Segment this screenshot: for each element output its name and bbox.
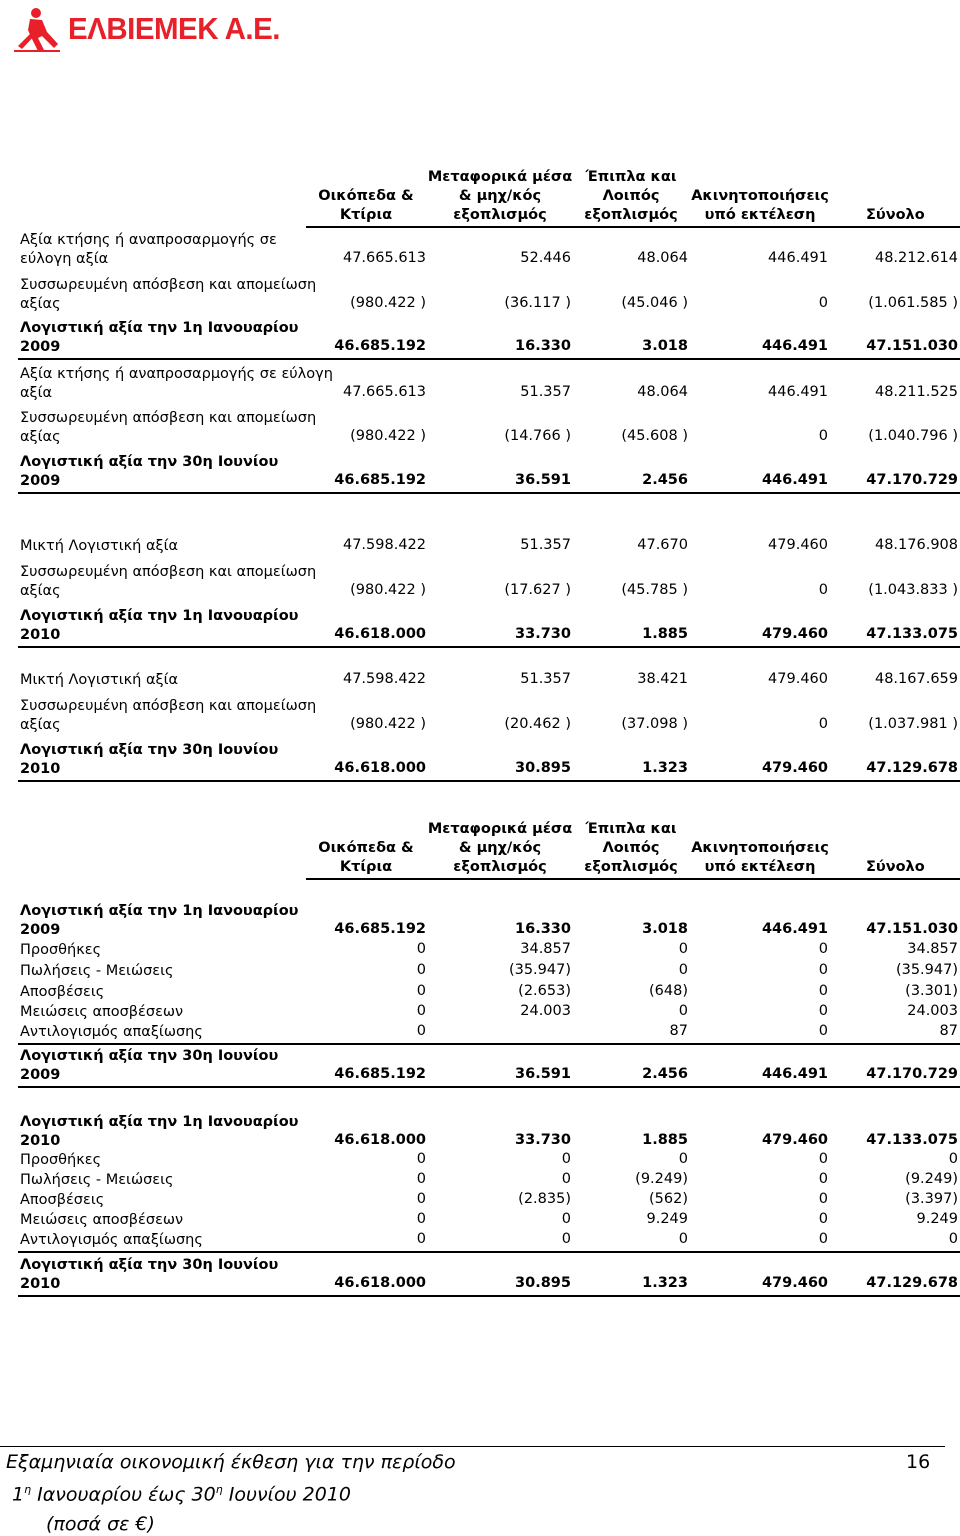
table2-cell-col-1: 0 xyxy=(561,1231,571,1247)
table1-total-underline xyxy=(18,646,960,648)
table1-cell-col-0: 46.685.192 xyxy=(334,338,426,354)
table1-cell-col-2: 38.421 xyxy=(637,671,688,687)
table2-cell-col-2: 0 xyxy=(678,1151,688,1167)
table1-cell-col-3: 479.460 xyxy=(761,760,828,776)
table1-cell-col-4: 48.211.525 xyxy=(874,384,958,400)
table2-cell-col-3: 0 xyxy=(818,941,828,957)
table2-cell-col-2: 9.249 xyxy=(646,1211,688,1227)
table2-cell-col-3: 446.491 xyxy=(761,1066,828,1082)
header1-col-2: Έπιπλα και Λοιπός εξοπλισμός xyxy=(584,169,678,223)
table2-cell-col-0: 46.618.000 xyxy=(334,1275,426,1291)
table1-cell-col-0: 47.665.613 xyxy=(342,250,426,266)
table2-cell-col-1: (35.947) xyxy=(508,962,571,978)
table2-cell-col-1: 0 xyxy=(561,1171,571,1187)
table2-cell-col-0: 46.685.192 xyxy=(334,921,426,937)
table1-cell-col-2: 1.885 xyxy=(642,626,688,642)
header1-col-3: Ακινητοποιήσεις υπό εκτέλεση xyxy=(691,188,829,223)
table2-cell-col-0: 0 xyxy=(416,941,426,957)
table1-cell-col-0: 46.685.192 xyxy=(334,472,426,488)
table1-cell-col-2: (45.608 ) xyxy=(621,428,688,444)
table2-cell-col-1: 36.591 xyxy=(515,1066,571,1082)
table2-cell-col-4: 47.133.075 xyxy=(866,1132,958,1148)
table2-row-label: Πωλήσεις - Μειώσεις xyxy=(20,1172,174,1188)
footer-currency: (ποσά σε €) xyxy=(46,1513,155,1535)
table2-row-label: Μειώσεις αποσβέσεων xyxy=(20,1004,184,1020)
table1-cell-col-0: 46.618.000 xyxy=(334,626,426,642)
table2-cell-col-2: (648) xyxy=(649,983,688,999)
table2-cell-col-4: (9.249) xyxy=(905,1171,958,1187)
table1-cell-col-4: (1.037.981 ) xyxy=(868,716,958,732)
table2-cell-col-2: 87 xyxy=(669,1023,688,1039)
table2-cell-col-2: 0 xyxy=(678,1003,688,1019)
table2-cell-col-3: 0 xyxy=(818,983,828,999)
table2-cell-col-1: 0 xyxy=(561,1211,571,1227)
table1-row-label: Συσσωρευμένη απόσβεση και απομείωση αξίας xyxy=(20,277,317,312)
table2-cell-col-0: 46.685.192 xyxy=(334,1066,426,1082)
table2-cell-col-0: 0 xyxy=(416,1003,426,1019)
table2-row-label: Λογιστική αξία την 1η Ιανουαρίου 2009 xyxy=(20,903,299,938)
table2-cell-col-2: (9.249) xyxy=(635,1171,688,1187)
table2-row-label: Μειώσεις αποσβέσεων xyxy=(20,1212,184,1228)
table1-cell-col-2: 47.670 xyxy=(637,537,688,553)
table2-cell-col-0: 0 xyxy=(416,1231,426,1247)
table1-total-underline xyxy=(18,358,960,360)
table1-cell-col-3: 446.491 xyxy=(768,250,828,266)
table1-cell-col-4: 47.129.678 xyxy=(866,760,958,776)
table2-cell-col-1: 33.730 xyxy=(515,1132,571,1148)
table1-cell-col-1: (14.766 ) xyxy=(504,428,571,444)
header2-col-4: Σύνολο xyxy=(866,859,925,875)
table1-cell-col-0: (980.422 ) xyxy=(350,295,426,311)
table1-cell-col-1: 52.446 xyxy=(520,250,571,266)
table1-cell-col-3: 446.491 xyxy=(761,338,828,354)
table2-row-label: Προσθήκες xyxy=(20,942,102,958)
table2-cell-col-3: 0 xyxy=(818,1231,828,1247)
table1-cell-col-0: 47.598.422 xyxy=(342,537,426,553)
table2-total-underline xyxy=(18,1251,960,1253)
table1-cell-col-3: 0 xyxy=(818,428,828,444)
table1-row-label: Αξία κτήσης ή αναπροσαρμογής σε εύλογη αξία xyxy=(20,232,277,267)
table1-row-label: Μικτή Λογιστική αξία xyxy=(20,672,179,688)
table1-cell-col-2: 3.018 xyxy=(642,338,688,354)
table1-cell-col-3: 479.460 xyxy=(768,537,828,553)
table2-cell-col-4: 0 xyxy=(948,1231,958,1247)
table2-cell-col-3: 0 xyxy=(818,1211,828,1227)
table2-cell-col-3: 479.460 xyxy=(761,1132,828,1148)
table1-cell-col-4: 47.170.729 xyxy=(866,472,958,488)
header2-col-1: Μεταφορικά μέσα & μηχ/κός εξοπλισμός xyxy=(427,821,573,875)
table2-cell-col-3: 0 xyxy=(818,1023,828,1039)
table2-cell-col-2: 1.885 xyxy=(642,1132,688,1148)
table2-row-label: Λογιστική αξία την 1η Ιανουαρίου 2010 xyxy=(20,1114,299,1149)
table2-cell-col-4: 9.249 xyxy=(916,1211,958,1227)
table2-cell-col-1: 24.003 xyxy=(520,1003,571,1019)
table2-row-label: Αντιλογισμός απαξίωσης xyxy=(20,1232,203,1248)
table2-row-label: Αποσβέσεις xyxy=(20,1192,105,1208)
footer-period: $1^\eta$ Ιανουαρίου έως $30^\eta$ Ιουνίου 2010 xyxy=(12,1483,352,1506)
table2-cell-col-4: 47.129.678 xyxy=(866,1275,958,1291)
table1-cell-col-1: 16.330 xyxy=(515,338,571,354)
table2-row-label: Αποσβέσεις xyxy=(20,984,105,1000)
table2-cell-col-1: 34.857 xyxy=(520,941,571,957)
table2-cell-col-4: 24.003 xyxy=(907,1003,958,1019)
header2-col-2: Έπιπλα και Λοιπός εξοπλισμός xyxy=(584,821,678,875)
footer-divider xyxy=(0,1446,945,1447)
table2-cell-col-4: 34.857 xyxy=(907,941,958,957)
page-number: 16 xyxy=(906,1451,931,1473)
table1-cell-col-1: 36.591 xyxy=(515,472,571,488)
table2-cell-col-0: 0 xyxy=(416,1191,426,1207)
table1-cell-col-4: 47.133.075 xyxy=(866,626,958,642)
table2-cell-col-1: 0 xyxy=(561,1151,571,1167)
table1-cell-col-2: (37.098 ) xyxy=(621,716,688,732)
table2-cell-col-1: 16.330 xyxy=(515,921,571,937)
table1-cell-col-3: 0 xyxy=(818,716,828,732)
header1-col-4: Σύνολο xyxy=(866,207,925,223)
header2-underline xyxy=(306,878,960,880)
table-header-2 xyxy=(18,817,960,877)
table2-cell-col-2: 0 xyxy=(678,1231,688,1247)
table1-cell-col-2: 2.456 xyxy=(642,472,688,488)
table2-cell-col-2: 0 xyxy=(678,962,688,978)
table2-cell-col-2: (562) xyxy=(649,1191,688,1207)
table2-cell-col-0: 46.618.000 xyxy=(334,1132,426,1148)
table2-cell-col-2: 0 xyxy=(678,941,688,957)
table1-cell-col-1: 51.357 xyxy=(520,384,571,400)
table2-cell-col-3: 446.491 xyxy=(761,921,828,937)
table2-cell-col-4: 87 xyxy=(939,1023,958,1039)
table1-cell-col-3: 479.460 xyxy=(768,671,828,687)
table2-cell-col-4: (35.947) xyxy=(895,962,958,978)
table1-row-label: Συσσωρευμένη απόσβεση και απομείωση αξίας xyxy=(20,564,317,599)
table2-cell-col-1: 30.895 xyxy=(515,1275,571,1291)
company-logo xyxy=(14,6,291,52)
table2-cell-col-2: 2.456 xyxy=(642,1066,688,1082)
table1-cell-col-1: (20.462 ) xyxy=(504,716,571,732)
table1-cell-col-0: 46.618.000 xyxy=(334,760,426,776)
table2-total-underline xyxy=(18,1295,960,1297)
table2-cell-col-4: 47.151.030 xyxy=(866,921,958,937)
table1-row-label: Λογιστική αξία την 30η Ιουνίου 2009 xyxy=(20,454,279,489)
table2-cell-col-2: 3.018 xyxy=(642,921,688,937)
header1-underline xyxy=(306,226,960,228)
table1-cell-col-3: 479.460 xyxy=(761,626,828,642)
table2-cell-col-3: 479.460 xyxy=(761,1275,828,1291)
table1-cell-col-4: (1.043.833 ) xyxy=(868,582,958,598)
table1-cell-col-2: 1.323 xyxy=(642,760,688,776)
table1-cell-col-4: 47.151.030 xyxy=(866,338,958,354)
table1-cell-col-4: 48.167.659 xyxy=(874,671,958,687)
table2-cell-col-1: (2.835) xyxy=(518,1191,571,1207)
table1-cell-col-2: 48.064 xyxy=(637,250,688,266)
table1-cell-col-4: (1.040.796 ) xyxy=(868,428,958,444)
table1-cell-col-1: 30.895 xyxy=(515,760,571,776)
table2-cell-col-0: 0 xyxy=(416,1023,426,1039)
table1-total-underline xyxy=(18,492,960,494)
table2-cell-col-3: 0 xyxy=(818,1171,828,1187)
table1-cell-col-3: 0 xyxy=(818,295,828,311)
table2-cell-col-4: 47.170.729 xyxy=(866,1066,958,1082)
table2-cell-col-0: 0 xyxy=(416,1151,426,1167)
table2-cell-col-0: 0 xyxy=(416,1211,426,1227)
table1-cell-col-2: 48.064 xyxy=(637,384,688,400)
table1-row-label: Λογιστική αξία την 1η Ιανουαρίου 2010 xyxy=(20,608,299,643)
table2-row-label: Αντιλογισμός απαξίωσης xyxy=(20,1024,203,1040)
table1-cell-col-4: 48.212.614 xyxy=(874,250,958,266)
table2-total-underline xyxy=(18,1086,960,1088)
header1-col-1: Μεταφορικά μέσα & μηχ/κός εξοπλισμός xyxy=(427,169,573,223)
table1-row-label: Συσσωρευμένη απόσβεση και απομείωση αξίας xyxy=(20,698,317,733)
table1-cell-col-1: 51.357 xyxy=(520,671,571,687)
table2-cell-col-4: (3.397) xyxy=(905,1191,958,1207)
table-header-1 xyxy=(18,165,960,225)
worker-icon xyxy=(14,6,64,52)
table1-cell-col-2: (45.785 ) xyxy=(621,582,688,598)
table2-row-label: Λογιστική αξία την 30η Ιουνίου 2009 xyxy=(20,1048,279,1083)
table2-cell-col-3: 0 xyxy=(818,1151,828,1167)
table1-cell-col-3: 446.491 xyxy=(768,384,828,400)
table1-cell-col-1: 33.730 xyxy=(515,626,571,642)
table1-cell-col-0: (980.422 ) xyxy=(350,716,426,732)
table1-cell-col-0: 47.665.613 xyxy=(342,384,426,400)
table1-row-label: Αξία κτήσης ή αναπροσαρμογής σε εύλογη αξία xyxy=(20,366,333,401)
table2-cell-col-0: 0 xyxy=(416,1171,426,1187)
table1-cell-col-2: (45.046 ) xyxy=(621,295,688,311)
table2-total-underline xyxy=(18,1043,960,1045)
table2-row-label: Προσθήκες xyxy=(20,1152,102,1168)
table2-cell-col-0: 0 xyxy=(416,983,426,999)
table2-row-label: Λογιστική αξία την 30η Ιουνίου 2010 xyxy=(20,1257,279,1292)
table2-cell-col-3: 0 xyxy=(818,962,828,978)
table1-cell-col-3: 446.491 xyxy=(761,472,828,488)
table1-cell-col-0: (980.422 ) xyxy=(350,428,426,444)
table1-cell-col-0: (980.422 ) xyxy=(350,582,426,598)
table2-cell-col-4: 0 xyxy=(948,1151,958,1167)
table1-cell-col-4: (1.061.585 ) xyxy=(868,295,958,311)
table1-total-underline xyxy=(18,780,960,782)
table1-row-label: Μικτή Λογιστική αξία xyxy=(20,538,179,554)
header2-col-3: Ακινητοποιήσεις υπό εκτέλεση xyxy=(691,840,829,875)
header1-col-0: Οικόπεδα & Κτίρια xyxy=(318,188,414,223)
table2-cell-col-0: 0 xyxy=(416,962,426,978)
table1-cell-col-1: (36.117 ) xyxy=(504,295,571,311)
table2-cell-col-2: 1.323 xyxy=(642,1275,688,1291)
table2-row-label: Πωλήσεις - Μειώσεις xyxy=(20,963,174,979)
table2-cell-col-3: 0 xyxy=(818,1191,828,1207)
table1-cell-col-4: 48.176.908 xyxy=(874,537,958,553)
header2-col-0: Οικόπεδα & Κτίρια xyxy=(318,840,414,875)
table1-row-label: Λογιστική αξία την 30η Ιουνίου 2010 xyxy=(20,742,279,777)
table1-row-label: Συσσωρευμένη απόσβεση και απομείωση αξίας xyxy=(20,410,317,445)
table2-cell-col-4: (3.301) xyxy=(905,983,958,999)
footer-title: Εξαμηνιαία οικονομική έκθεση για την περίοδο xyxy=(6,1451,456,1473)
table1-row-label: Λογιστική αξία την 1η Ιανουαρίου 2009 xyxy=(20,320,299,355)
table1-cell-col-0: 47.598.422 xyxy=(342,671,426,687)
table1-cell-col-1: 51.357 xyxy=(520,537,571,553)
table2-cell-col-3: 0 xyxy=(818,1003,828,1019)
table2-cell-col-1: (2.653) xyxy=(518,983,571,999)
table1-cell-col-3: 0 xyxy=(818,582,828,598)
logo-text: ΕΛΒΙΕΜΕΚ Α.Ε. xyxy=(68,11,281,46)
table1-cell-col-1: (17.627 ) xyxy=(504,582,571,598)
